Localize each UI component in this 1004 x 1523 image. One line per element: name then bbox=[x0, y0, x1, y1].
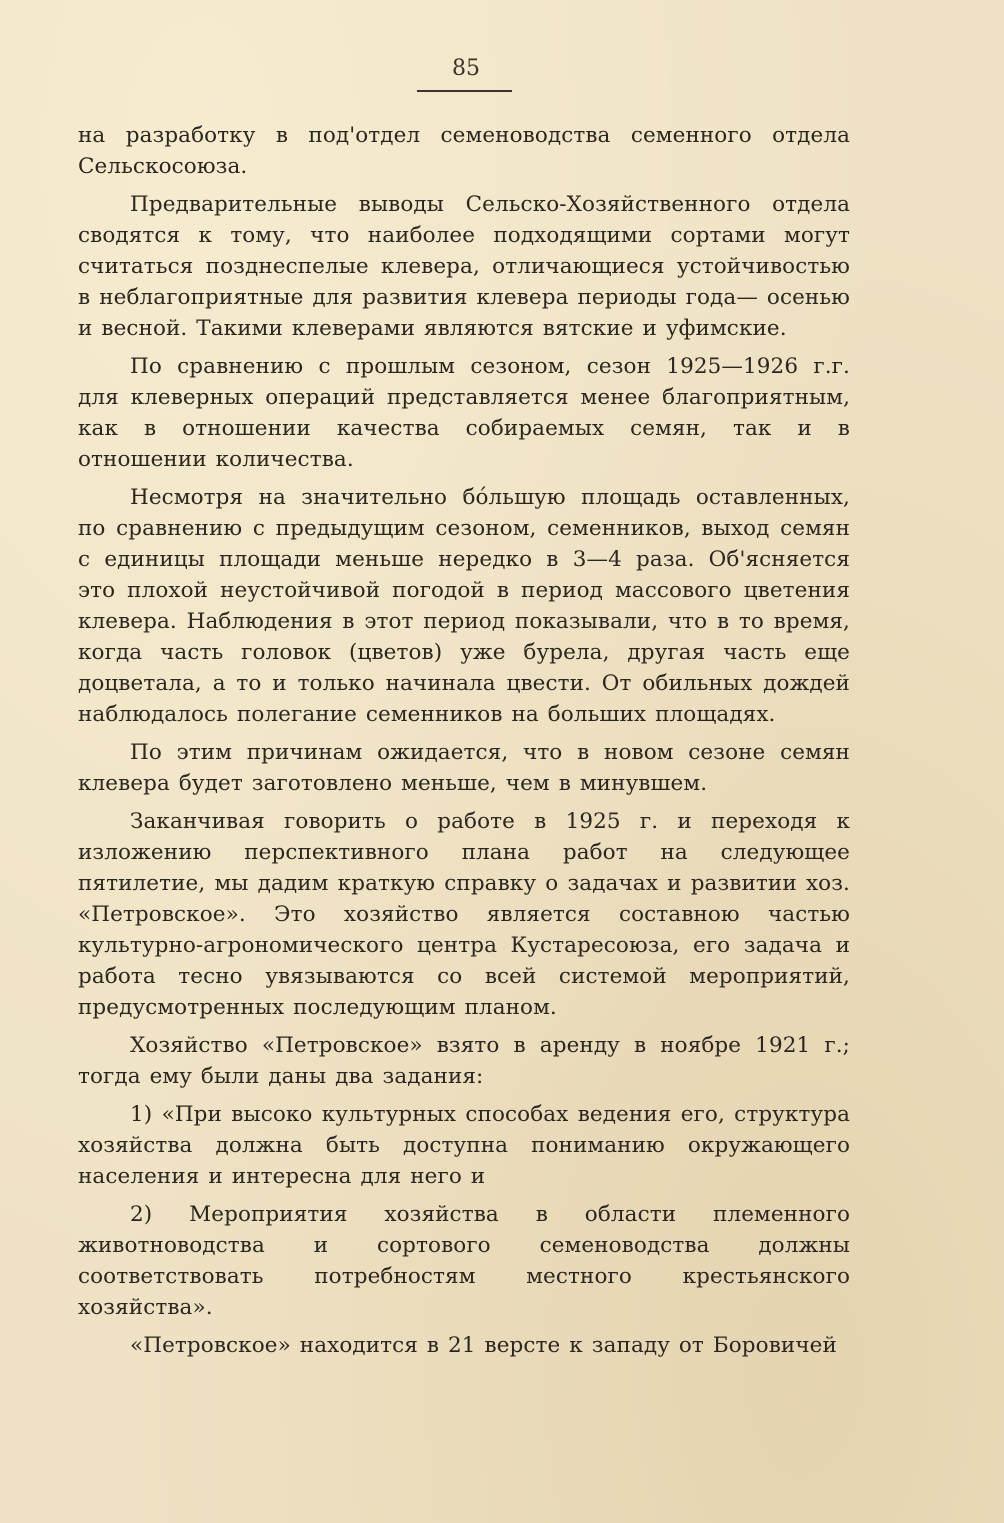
paragraph-6: Заканчивая говорить о работе в 1925 г. и переходя к изложению перспективного плана работ на следующее пятилетие, мы дадим краткую справку о задачах и развитии хоз. «Петровское». Это хозяйство является составною частью культурно-агрономического центра Кустаресоюза, его задача и работа тесно увязываются со всей системой мероприятий, предусмотренных последующим планом. bbox=[78, 809, 850, 1020]
paragraph-10: «Петровское» находится в 21 версте к западу от Боровичей bbox=[130, 1333, 837, 1358]
page-number: 85 bbox=[452, 56, 480, 81]
body-text bbox=[78, 120, 850, 1361]
paragraph-3: По сравнению с прошлым сезоном, сезон 1925—1926 г.г. для клеверных операций представляется менее благоприятным, как в отношении качества собираемых семян, так и в отношении количества. bbox=[78, 354, 850, 472]
paragraph-7: Хозяйство «Петровское» взято в аренду в ноябре 1921 г.; тогда ему были даны два задания: bbox=[78, 1033, 850, 1089]
paragraph-4: Несмотря на значительно бо́льшую площадь оставленных, по сравнению с предыдущим сезоном, семенников, выход семян с единицы площади меньше нередко в 3—4 раза. Об'ясняется это плохой неустойчивой погодой в период массового цветения клевера. Наблюдения в этот период показывали, что в то время, когда часть головок (цветов) уже бурела, другая часть еще доцветала, а то и только начинала цвести. От обильных дождей наблюдалось полегание семенников на больших площадях. bbox=[78, 485, 850, 727]
paragraph-2: Предварительные выводы Сельско-Хозяйственного отдела сводятся к тому, что наиболее подходящими сортами могут считаться позднеспелые клевера, отличающиеся устойчивостью в неблагоприятные для развития клевера периоды года— осенью и весной. Такими клеверами являются вятские и уфимские. bbox=[78, 192, 850, 341]
paragraph-1: на разработку в под'отдел семеноводства семенного отдела Сельскосоюза. bbox=[78, 123, 850, 179]
paragraph-8: 1) «При высоко культурных способах ведения его, структура хозяйства должна быть доступна пониманию окружающего населения и интересна для него и bbox=[78, 1102, 850, 1189]
paragraph-5: По этим причинам ожидается, что в новом сезоне семян клевера будет заготовлено меньше, чем в минувшем. bbox=[78, 740, 850, 796]
paragraph-9: 2) Мероприятия хозяйства в области племенного животноводства и сортового семеноводства должны соответствовать потребностям местного крестьянского хозяйства». bbox=[78, 1202, 850, 1320]
header-rule bbox=[417, 90, 512, 92]
